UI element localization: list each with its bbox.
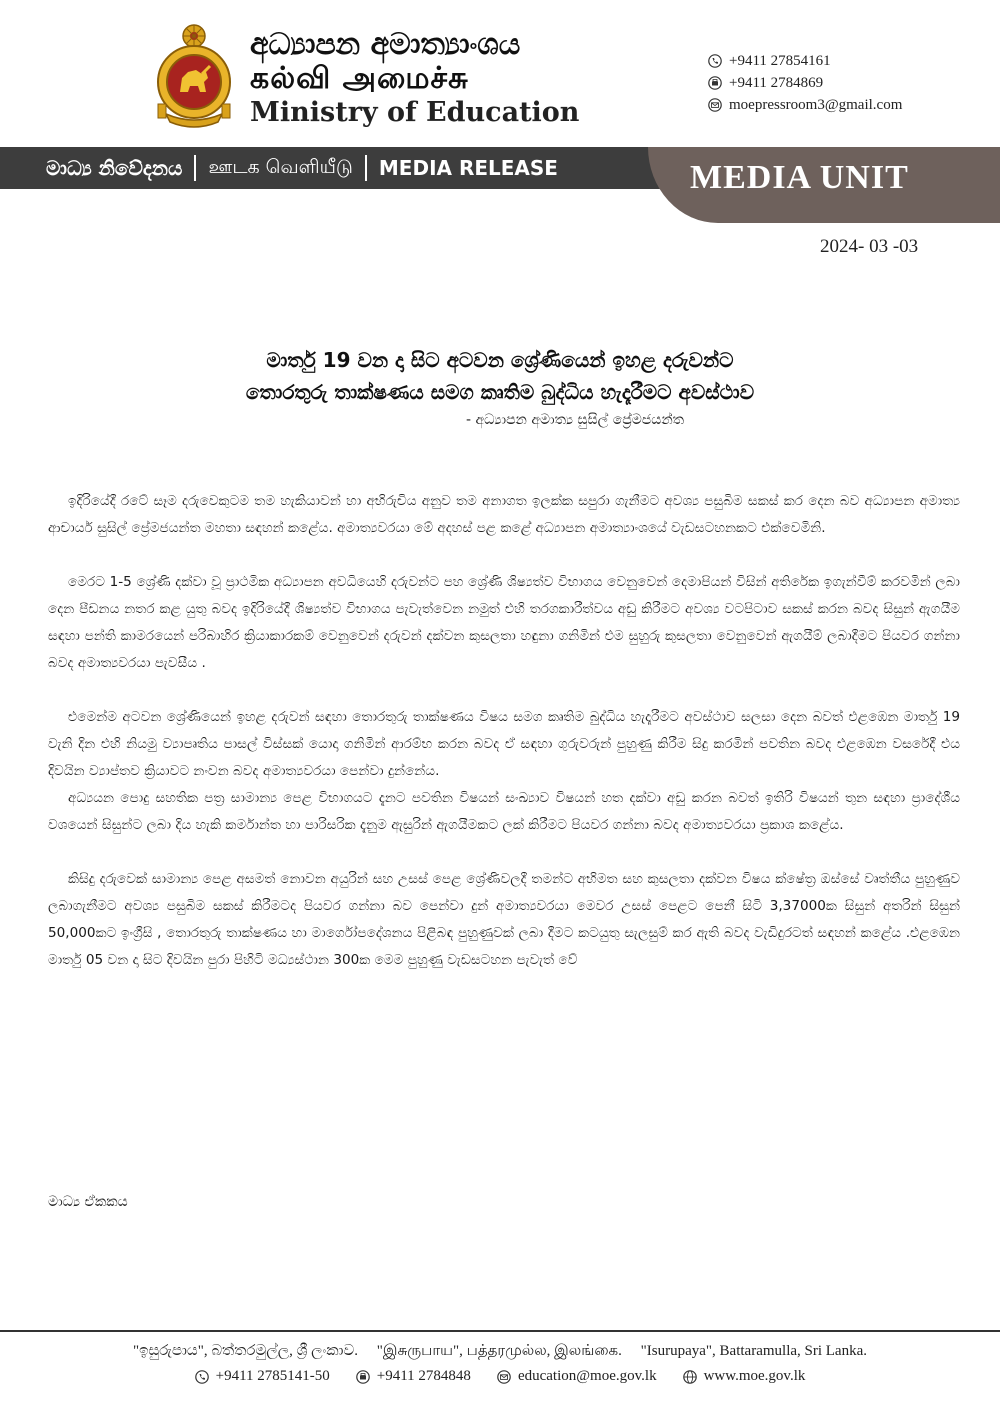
footer-website: www.moe.gov.lk bbox=[703, 1368, 806, 1384]
footer-phone bbox=[195, 1368, 330, 1385]
footer-contacts bbox=[0, 1368, 1000, 1385]
footer-fax bbox=[356, 1368, 471, 1385]
org-name-sinhala: අධ්‍යාපන අමාත්‍යාංශය bbox=[250, 27, 521, 62]
footer-address bbox=[0, 1342, 1000, 1361]
band-separator bbox=[365, 155, 367, 181]
footer-web bbox=[683, 1368, 806, 1385]
footer-divider bbox=[0, 1330, 1000, 1332]
org-name-english: Ministry of Education bbox=[250, 97, 580, 128]
title-line-1: මාර්තු 19 වන දා සිට අටවන ශ්‍රේණියෙන් ඉහළ දරුවන්ට bbox=[266, 348, 734, 372]
header-phone bbox=[708, 50, 902, 72]
body-paragraph-2: මෙරට 1-5 ශ්‍රේණි දක්වා වූ ප්‍රාථමික අධ්‍යාපන අවධියෙහි දරුවන්ට පහ ශ්‍රේණි ශිෂ්‍යත්ව විභාගය වෙනුවෙන් දෙමාපියන් විසින් අතිරේක ඉගැන්වීම් කරවමින් ලබා දෙන පීඩනය නතර කළ යුතු බවද ඉදිරියේදී ශිෂ්‍යත්ව විභාගය පැවැත්වෙන නමුත් එහි තරගකාරීත්වය අඩු කිරීමට අවශ්‍ය වටපිටාව සකස් කරන බවද සිසුන් ඇගයීම සඳහා පන්ති කාමරයෙන් පරිබාහිර ක්‍රියාකාරකම් වෙනුවෙන් දරුවන් දක්වන කුසලතා හඳුනා ගනිමින් එම සුහුරු කුසලතා වෙනුවෙන් ඇගයීම් ලබාදීමට පියවර ගන්නා බවද අමාත්‍යවරයා පැවසීය . bbox=[48, 574, 960, 671]
fax-icon bbox=[708, 76, 722, 90]
footer-address-tamil: "இசுருபாய", பத்தரமுல்ல, இலங்கை. bbox=[376, 1343, 622, 1359]
header-email bbox=[708, 94, 902, 116]
header-phone-number: +9411 27854161 bbox=[729, 52, 831, 69]
phone-icon bbox=[195, 1370, 209, 1384]
title-byline: - අධ්‍යාපන අමාත්‍ය සුසිල් ප්‍රේමජයන්ත bbox=[466, 412, 685, 428]
header-contacts bbox=[708, 50, 902, 116]
body-paragraph-3: එමෙන්ම අටවන ශ්‍රේණියෙන් ඉහළ දරුවන් සඳහා තොරතුරු තාක්ෂණය විෂය සමග කෘතිම බුද්ධිය හැදෑරීමට අවස්ථාව සලසා දෙන බවත් එළඹෙන මාර්තු 19 වැනි දින එහි නියමු ව්‍යාපෘතිය පාසල් විස්සක් යොදා ගනිමින් ආරම්භ කරන බවද ඒ සඳහා ගුරුවරුන් පුහුණු කිරීම සිදු කරමින් පවතින බවද එළඹෙන වසරේදී එය දිවයින ව්‍යාප්තව ක්‍රියාවට නංවන බවද අමාත්‍යවරයා පෙන්වා දුන්නේය. bbox=[48, 709, 960, 779]
email-icon bbox=[497, 1370, 511, 1384]
globe-icon bbox=[683, 1370, 697, 1384]
media-unit-label: MEDIA UNIT bbox=[690, 159, 909, 196]
body-paragraph-4: අධ්‍යයන පොදු සහතික පත්‍ර සාමාන්‍ය පෙළ විභාගයට දැනට පවතින විෂයන් සංඛ්‍යාව විෂයන් හත දක්වා අඩු කරන බවත් ඉතිරි විෂයන් තුන සඳහා ප්‍රාදේශීය වශයෙන් සිසුන්ට ලබා දිය හැකි කර්මාන්ත හා පාරිසරික දැනුම ඇසුරින් ඇගයීමකට ලක් කිරීමට පියවර ගන්නා බවද අමාත්‍යවරයා ප්‍රකාශ කළේය. bbox=[48, 790, 960, 833]
band-label-english: MEDIA RELEASE bbox=[378, 156, 558, 180]
footer-phone-number: +9411 2785141-50 bbox=[215, 1368, 330, 1384]
org-name-tamil: கல்வி அமைச்சு bbox=[250, 61, 469, 96]
email-icon bbox=[708, 98, 722, 112]
footer-fax-number: +9411 2784848 bbox=[376, 1368, 471, 1384]
footer-email bbox=[497, 1368, 657, 1385]
fax-icon bbox=[356, 1370, 370, 1384]
media-unit-tab bbox=[648, 147, 1000, 223]
footer-address-english: "Isurupaya", Battaramulla, Sri Lanka. bbox=[640, 1343, 867, 1359]
release-date: 2024- 03 -03 bbox=[820, 236, 919, 257]
band-separator bbox=[194, 155, 196, 181]
release-body bbox=[48, 488, 960, 974]
sri-lanka-emblem-icon bbox=[152, 22, 236, 132]
footer-address-sinhala: "ඉසුරුපාය", බත්තරමුල්ල, ශ්‍රී ලංකාව. bbox=[132, 1343, 359, 1359]
footer-email-address: education@moe.gov.lk bbox=[517, 1368, 657, 1384]
band-label-sinhala: මාධ්‍ය නිවේදනය bbox=[46, 156, 183, 180]
organization-name bbox=[250, 28, 579, 130]
body-paragraph-5: කිසිදු දරුවෙක් සාමාන්‍ය පෙළ අසමත් නොවන අයුරින් සහ උසස් පෙළ ශ්‍රේණිවලදී තමන්ට අභිමත සහ කුසලතා දක්වන විෂය ක්ෂේත්‍ර ඔස්සේ වෘත්තීය පුහුණුව ලබාගැනීමට අවශ්‍ය පසුබිම සකස් කිරීමටද පියවර ගන්නා බව පෙන්වා දුන් අමාත්‍යවරයා මෙවර උසස් පෙළට පෙනී සිටි 3,37000ක සිසුන් අතරින් සිසුන් 50,000කට ඉංග්‍රීසි , තොරතුරු තාක්ෂණය හා මාර්ගෝපදේශනය පිළිබඳ පුහුණුවක් ලබා දීමට කටයුතු සැලසුම් කර ඇති බවද වැඩිදුරටත් සඳහන් කළේය .එළඹෙන මාර්තු 05 වන දා සිට දිවයින පුරා පිහිටි මධ්‍යස්ථාන 300ක මෙම පුහුණු වැඩසටහන පැවැත් වේ bbox=[48, 871, 960, 968]
media-release-labels bbox=[46, 147, 558, 189]
body-paragraph-1: ඉදිරියේදී රටේ සෑම දරුවෙකුටම තම හැකියාවන් හා අභිරුචිය අනුව තම අනාගත ඉලක්ක සපුරා ගැනීමට අවශ්‍ය පසුබිම සකස් කර දෙන බව අධ්‍යාපන අමාත්‍ය ආචාර්ය සුසිල් ප්‍රේමජයන්ත මහතා සඳහන් කළේය. අමාත්‍යවරයා මේ අදහස් පළ කළේ අධ්‍යාපන අමාත්‍යාංශයේ වැඩසටහනකට එක්වෙමිනි. bbox=[48, 493, 960, 536]
signoff: මාධ්‍ය ඒකකය bbox=[48, 1194, 128, 1210]
title-line-2: තොරතුරු තාක්ෂණය සමග කෘතිම බුද්ධිය හැදෑරීමට අවස්ථාව bbox=[245, 380, 755, 404]
release-title bbox=[100, 344, 900, 408]
phone-icon bbox=[708, 54, 722, 68]
header-email-address: moepressroom3@gmail.com bbox=[729, 96, 903, 113]
header-fax-number: +9411 2784869 bbox=[729, 74, 824, 91]
header-fax bbox=[708, 72, 902, 94]
band-label-tamil: ஊடக வெளியீடு bbox=[208, 155, 353, 178]
